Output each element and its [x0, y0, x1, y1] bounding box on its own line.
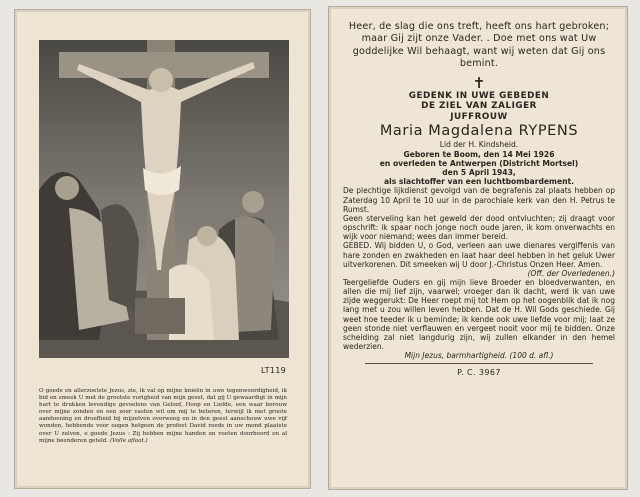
closing-invocation: Mijn Jezus, barmhartigheid. (100 d. afl.) — [404, 351, 554, 361]
birth-line: Geboren te Boom, den 14 Mei 1926 — [403, 149, 555, 159]
prayer-text: O goede en allerzoetste Jezus, zie, ik val op mijne knieën in uwe tegenwoordigheid, ik bid en smeek U met de grootste vurigheid van mijn geest, dat gij U gewaardigt in mijn hart te drukken levendige gevoelens van Geloof, Hoop en Liefde, een waar berouw over mijne zonden en een zeer vasten wil om mij te beteren, terwijl ik met groote aandoening en droefheid bij mijzelven overweeg en in den geest aanschouw uwe vijf wonden, hebbende voor oogen hetgeen de profeet David reeds in uw mond plaatste over U zelven, o goede Jezus : Zij hebben mijne handen en voeten doorboord en al mijne beenderen geteld. — [39, 388, 287, 444]
divider — [365, 363, 593, 364]
remember-line-2: DE ZIEL VAN ZALIGER — [421, 101, 537, 112]
memorial-text — [343, 17, 615, 377]
crucifixion-picture — [39, 40, 289, 358]
remember-line-1: GEDENK IN UWE GEBEDEN — [408, 90, 550, 101]
victim-line: als slachtoffer van een luchtbombardement. — [383, 177, 575, 187]
cross-icon: ✝ — [472, 73, 486, 92]
body-text — [343, 186, 615, 360]
prayer-block — [39, 388, 287, 445]
death-place-line: en overleden te Antwerpen (Districht Mortsel) — [379, 158, 579, 168]
opening-quote: Heer, de slag die ons treft, heeft ons hart gebroken; maar Gij zijt onze Vader. . Doe met ons wat Uw goddelijke Wil behaagt, want wij weten dat Gij ons bemint. — [348, 21, 610, 70]
crucifixion-illustration — [39, 40, 289, 358]
death-date-line: den 5 April 1943, — [442, 168, 516, 178]
print-code: P. C. 3967 — [457, 368, 501, 378]
reference-code: LT119 — [260, 366, 286, 375]
deceased-name: Maria Magdalena RYPENS — [379, 123, 579, 140]
funeral-paragraph: De plechtige lijkdienst gevolgd van de begrafenis zal plaats hebben op Zaterdag 10 April te 10 uur in de parochiale kerk van den H. Petrus te Rumst. — [343, 186, 615, 214]
remember-line-3: JUFFROUW — [450, 111, 508, 122]
right-card — [328, 6, 628, 490]
farewell-paragraph: Teergeliefde Ouders en gij mijn lieve Broeder en bloedverwanten, en allen die mij lief zijn, vaarwel; vroeger dan ik dacht, werd ik van uwe zijde weggerukt: De Heer roept mij tot Hem op het oogenblik dat ik nog lang met u zou willen leven hebben. Dat de H. Wil Gods geschiede. Gij weet hoe teeder ik u beminde; ik kende ook uwe liefde voor mij; laat ze geen stonde niet verflauwen en vergeet nooit voor mij te bidden. Onze scheiding zal niet langdurig zijn, wij zullen elkander in den hemel wederzien. — [343, 277, 615, 352]
indulgence-note: (Volle aflaat.) — [109, 437, 148, 444]
membership-line: Lid der H. Kindsheid. — [439, 140, 519, 150]
left-card — [14, 9, 311, 489]
prayer-source: (Off. der Overledenen.) — [527, 268, 615, 278]
prayer-paragraph: GEBED. Wij bidden U, o God, verleen aan uwe dienares vergiffenis van hare zonden en zwakheden en laat haar deel hebben in het geluk Uwer uitverkorenen. Dit smeeken wij U door J.-Christus Onzen Heer. Amen. — [343, 241, 615, 269]
mortality-paragraph: Geen sterveling kan het geweld der dood ontvluchten; zij draagt voor opschrift: ik spaar noch jonge noch oude jaren, ik kom onverwachts en wijk voor niemand; wees dan immer bereid. — [343, 213, 615, 242]
